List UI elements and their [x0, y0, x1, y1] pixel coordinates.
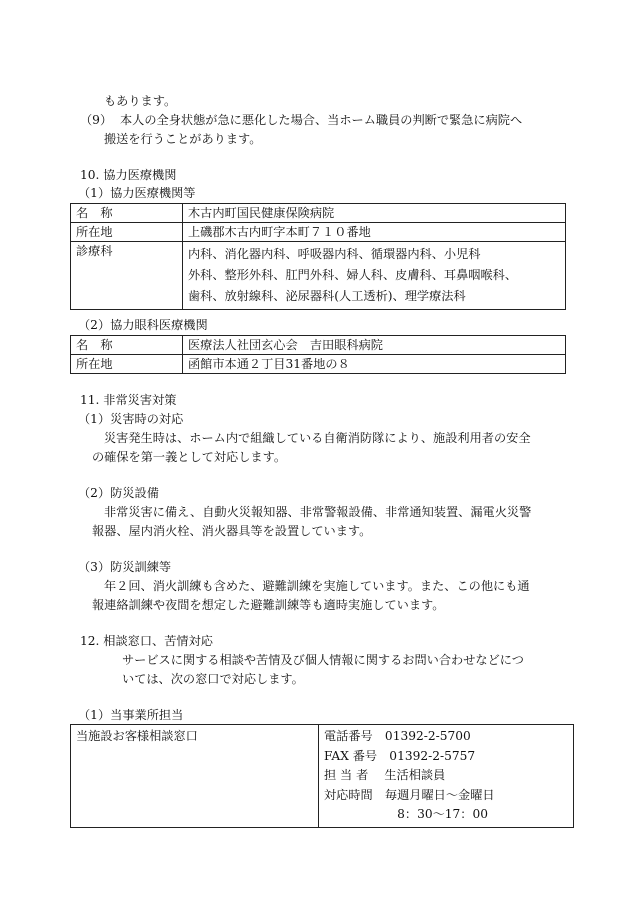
equipment-text-cont: 報器、屋内消火栓、消火器具等を設置しています。 [92, 524, 372, 538]
service-time: 8：30～17：00 [324, 807, 488, 821]
cooperating-hospital-table [70, 203, 566, 310]
contact-desk-name: 当施設お客様相談窓口 [71, 725, 319, 828]
drill-text-cont: 報連絡訓練や夜間を想定した避難訓練等も適時実施しています。 [92, 598, 445, 612]
row-label: 所在地 [71, 355, 183, 374]
row-label: 所在地 [71, 223, 183, 242]
item-9-text: 本人の全身状態が急に悪化した場合、当ホーム職員の判断で緊急に病院へ [120, 113, 523, 127]
section-12-1-heading: （1）当事業所担当 [78, 708, 184, 722]
consultation-text: サービスに関する相談や苦情及び個人情報に関するお問い合わせなどにつ [122, 653, 524, 667]
section-11-2-heading: （2）防災設備 [78, 486, 159, 500]
eye-hospital-address: 函館市本通２丁目31番地の８ [183, 355, 566, 374]
table-row [71, 336, 566, 355]
consultation-text-cont: いては、次の窓口で対応します。 [122, 672, 304, 686]
equipment-text: 非常災害に備え、自動火災報知器、非常警報設備、非常通知装置、漏電火災警 [104, 505, 532, 519]
eye-hospital-table [70, 335, 566, 374]
service-hours: 対応時間 毎週月曜日～金曜日 [324, 787, 495, 802]
table-row [71, 223, 566, 242]
disaster-response-text: 災害発生時は、ホーム内で組織している自衛消防隊により、施設利用者の安全 [104, 431, 531, 445]
section-11-heading: 11. 非常災害対策 [80, 393, 177, 407]
table-row [71, 355, 566, 374]
item-9-number: （9） [80, 113, 113, 127]
contact-table [70, 724, 574, 828]
departments-line: 外科、整形外科、肛門外科、婦人科、皮膚科、耳鼻咽喉科、 [188, 268, 518, 282]
fax-number: FAX 番号 01392-2-5757 [324, 748, 476, 763]
section-10-1-heading: （1）協力医療機関等 [78, 186, 196, 200]
departments-line: 歯科、放射線科、泌尿器科(人工透析)、理学療法科 [188, 289, 466, 303]
section-10-heading: 10. 協力医療機関 [80, 168, 177, 182]
table-row [71, 204, 566, 223]
departments-cell [183, 242, 566, 310]
section-11-1-heading: （1）災害時の対応 [78, 412, 184, 426]
phone-number: 電話番号 01392-2-5700 [324, 729, 471, 743]
row-label: 名 称 [71, 336, 183, 355]
row-label: 名 称 [71, 204, 183, 223]
hospital-address: 上磯郡木古内町字本町７１０番地 [183, 223, 566, 242]
departments-line: 内科、消化器内科、呼吸器内科、循環器内科、小児科 [188, 247, 481, 261]
section-11-3-heading: （3）防災訓練等 [78, 560, 172, 574]
eye-hospital-name: 医療法人社団玄心会 吉田眼科病院 [183, 336, 566, 355]
person-in-charge: 担 当 者 生活相談員 [324, 768, 446, 782]
table-row [71, 242, 566, 310]
drill-text: 年２回、消火訓練も含めた、避難訓練を実施しています。また、この他にも通 [104, 579, 530, 593]
disaster-response-text-cont: の確保を第一義として対応します。 [92, 450, 287, 464]
row-label: 診療科 [71, 242, 183, 310]
intro-text: もあります。 [104, 94, 177, 108]
item-9-text-cont: 搬送を行うことがあります。 [104, 132, 262, 146]
contact-details [319, 725, 574, 828]
section-10-2-heading: （2）協力眼科医療機関 [78, 318, 208, 332]
table-row [71, 725, 574, 828]
section-12-heading: 12. 相談窓口、苦情対応 [80, 634, 213, 648]
hospital-name: 木古内町国民健康保険病院 [183, 204, 566, 223]
